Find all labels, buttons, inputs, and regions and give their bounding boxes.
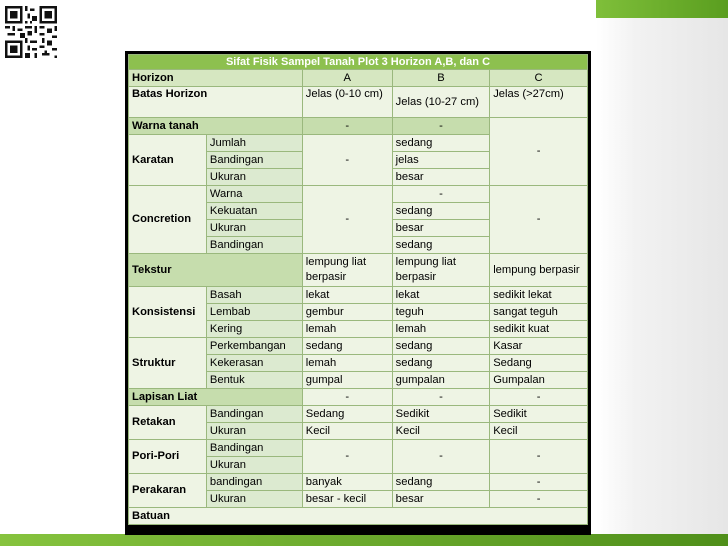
- sub-label: Bandingan: [206, 152, 302, 169]
- sub-label: Lembab: [206, 304, 302, 321]
- sub-label: Basah: [206, 287, 302, 304]
- sub-label: Ukuran: [206, 220, 302, 237]
- table-row: [129, 474, 588, 491]
- sub-label: Warna: [206, 186, 302, 203]
- table-row: [129, 440, 588, 457]
- cell-concretion-c: -: [490, 186, 588, 254]
- row-label-karatan: Karatan: [129, 135, 207, 186]
- cell-lapisan-a: -: [302, 389, 392, 406]
- background-panel-right: [596, 0, 728, 546]
- sub-label: Kekerasan: [206, 355, 302, 372]
- header-a: A: [302, 70, 392, 87]
- row-label-concretion: Concretion: [129, 186, 207, 254]
- cell-batas-c: Jelas (>27cm): [490, 87, 588, 118]
- row-label-batas: Batas Horizon: [129, 87, 303, 118]
- qr-code-icon: [5, 6, 57, 58]
- cell-perakaran-c: -: [490, 474, 588, 491]
- row-label-tekstur: Tekstur: [129, 254, 303, 287]
- cell-karatan-b: jelas: [392, 152, 490, 169]
- cell-batas-a: Jelas (0-10 cm): [302, 87, 392, 118]
- table-row: [129, 389, 588, 406]
- cell-concretion-a: -: [302, 186, 392, 254]
- cell-lapisan-c: -: [490, 389, 588, 406]
- cell-struktur-c: Sedang: [490, 355, 588, 372]
- sub-label: Kering: [206, 321, 302, 338]
- table-row: [129, 338, 588, 355]
- table-row: [129, 287, 588, 304]
- table-title: Sifat Fisik Sampel Tanah Plot 3 Horizon A,B, dan C: [129, 55, 588, 70]
- cell-concretion-b: besar: [392, 220, 490, 237]
- cell-struktur-a: gumpal: [302, 372, 392, 389]
- row-label-batuan: Batuan: [129, 508, 588, 525]
- cell-struktur-a: lemah: [302, 355, 392, 372]
- row-label-retakan: Retakan: [129, 406, 207, 440]
- cell-struktur-c: Gumpalan: [490, 372, 588, 389]
- cell-retakan-b: Sedikit: [392, 406, 490, 423]
- cell-warna-b: -: [392, 118, 490, 135]
- sub-label: Jumlah: [206, 135, 302, 152]
- table-row: [129, 406, 588, 423]
- sub-label: Kekuatan: [206, 203, 302, 220]
- row-label-warna-tanah: Warna tanah: [129, 118, 303, 135]
- cell-konsistensi-c: sedikit lekat: [490, 287, 588, 304]
- header-c: C: [490, 70, 588, 87]
- cell-pori-a: -: [302, 440, 392, 474]
- cell-konsistensi-a: lemah: [302, 321, 392, 338]
- cell-konsistensi-a: gembur: [302, 304, 392, 321]
- cell-konsistensi-b: lemah: [392, 321, 490, 338]
- cell-tekstur-a: lempung liat berpasir: [302, 254, 392, 287]
- cell-retakan-b: Kecil: [392, 423, 490, 440]
- cell-perakaran-c: -: [490, 491, 588, 508]
- cell-retakan-c: Kecil: [490, 423, 588, 440]
- cell-struktur-a: sedang: [302, 338, 392, 355]
- sub-label: Ukuran: [206, 423, 302, 440]
- sub-label: Bentuk: [206, 372, 302, 389]
- sub-label: Ukuran: [206, 169, 302, 186]
- cell-concretion-b: sedang: [392, 237, 490, 254]
- cell-struktur-b: sedang: [392, 338, 490, 355]
- header-b: B: [392, 70, 490, 87]
- cell-pori-b: -: [392, 440, 490, 474]
- cell-perakaran-b: sedang: [392, 474, 490, 491]
- cell-pori-c: -: [490, 440, 588, 474]
- row-label-lapisan-liat: Lapisan Liat: [129, 389, 303, 406]
- soil-properties-table: [128, 54, 588, 525]
- cell-konsistensi-c: sangat teguh: [490, 304, 588, 321]
- cell-retakan-c: Sedikit: [490, 406, 588, 423]
- cell-karatan-b: sedang: [392, 135, 490, 152]
- header-horizon-label: Horizon: [129, 70, 303, 87]
- soil-properties-table-frame: [126, 52, 590, 534]
- sub-label: bandingan: [206, 474, 302, 491]
- row-label-perakaran: Perakaran: [129, 474, 207, 508]
- table-row: [129, 87, 588, 118]
- table-row: [129, 186, 588, 203]
- cell-struktur-b: sedang: [392, 355, 490, 372]
- cell-concretion-b: sedang: [392, 203, 490, 220]
- cell-batas-b: Jelas (10-27 cm): [392, 87, 490, 118]
- cell-struktur-c: Kasar: [490, 338, 588, 355]
- cell-warna-a: -: [302, 118, 392, 135]
- cell-struktur-b: gumpalan: [392, 372, 490, 389]
- cell-karatan-b: besar: [392, 169, 490, 186]
- sub-label: Bandingan: [206, 440, 302, 457]
- table-row: [129, 254, 588, 287]
- accent-bar-bottom: [0, 534, 728, 546]
- cell-perakaran-a: besar - kecil: [302, 491, 392, 508]
- sub-label: Bandingan: [206, 237, 302, 254]
- sub-label: Perkembangan: [206, 338, 302, 355]
- row-label-pori: Pori-Pori: [129, 440, 207, 474]
- cell-karatan-c: -: [490, 118, 588, 186]
- cell-konsistensi-c: sedikit kuat: [490, 321, 588, 338]
- cell-konsistensi-b: lekat: [392, 287, 490, 304]
- cell-tekstur-b: lempung liat berpasir: [392, 254, 490, 287]
- table-header-row: [129, 70, 588, 87]
- table-row: [129, 118, 588, 135]
- sub-label: Ukuran: [206, 457, 302, 474]
- cell-perakaran-b: besar: [392, 491, 490, 508]
- accent-bar-top: [596, 0, 728, 18]
- row-label-konsistensi: Konsistensi: [129, 287, 207, 338]
- table-title-row: [129, 55, 588, 70]
- cell-concretion-b: -: [392, 186, 490, 203]
- cell-retakan-a: Sedang: [302, 406, 392, 423]
- cell-perakaran-a: banyak: [302, 474, 392, 491]
- cell-tekstur-c: lempung berpasir: [490, 254, 588, 287]
- cell-lapisan-b: -: [392, 389, 490, 406]
- cell-konsistensi-b: teguh: [392, 304, 490, 321]
- cell-konsistensi-a: lekat: [302, 287, 392, 304]
- sub-label: Bandingan: [206, 406, 302, 423]
- row-label-struktur: Struktur: [129, 338, 207, 389]
- cell-retakan-a: Kecil: [302, 423, 392, 440]
- sub-label: Ukuran: [206, 491, 302, 508]
- cell-karatan-a: -: [302, 135, 392, 186]
- table-row: [129, 508, 588, 525]
